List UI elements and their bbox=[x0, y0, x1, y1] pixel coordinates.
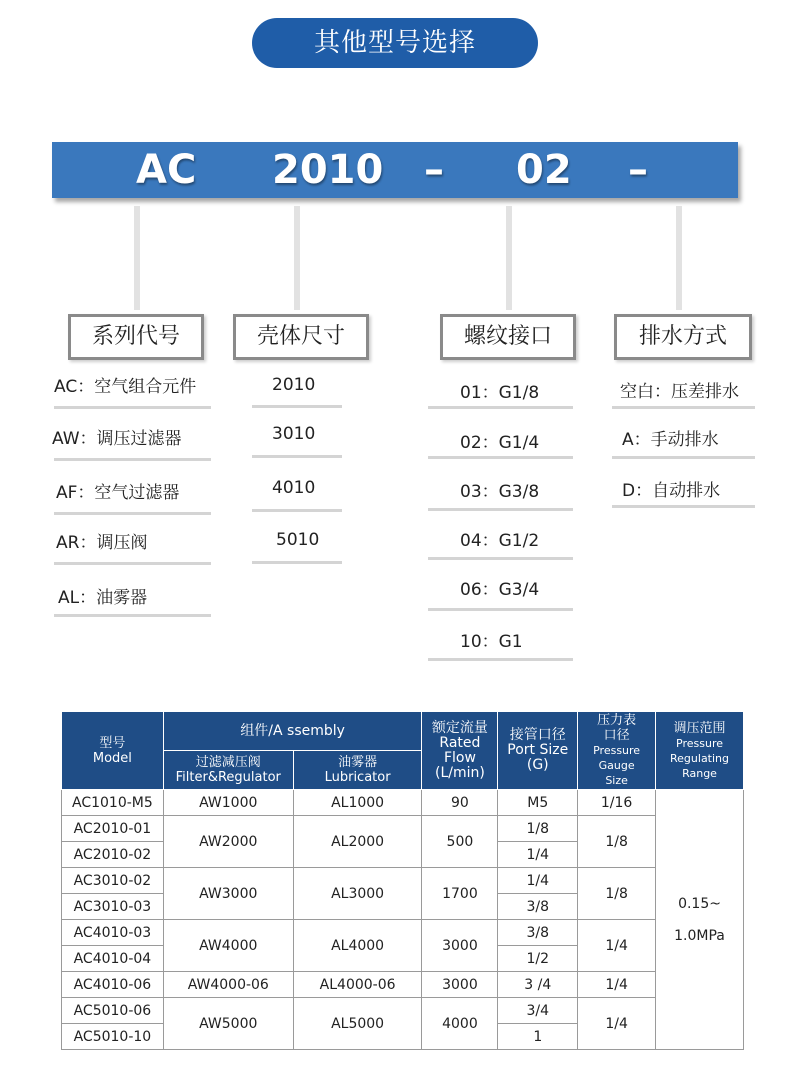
header-port-cn: 接管口径 bbox=[509, 727, 566, 743]
divider bbox=[54, 512, 211, 515]
gauge-cell: 1/4 bbox=[578, 998, 656, 1050]
divider bbox=[612, 456, 755, 459]
header-model bbox=[62, 712, 164, 790]
header-range-en1: Pressure bbox=[676, 736, 724, 750]
code-dash-2: – bbox=[628, 147, 648, 193]
header-model-en: Model bbox=[92, 750, 132, 766]
series-option: AW：调压过滤器 bbox=[52, 429, 182, 449]
header-range-en2: Regulating bbox=[670, 751, 730, 765]
port-cell: 1/4 bbox=[498, 868, 578, 894]
drain-type-heading: 排水方式 bbox=[614, 314, 752, 360]
header-lub-en: Lubricator bbox=[324, 770, 391, 785]
header-port-en1: Port Size bbox=[507, 742, 569, 758]
drain-option: D：自动排水 bbox=[622, 481, 721, 501]
divider bbox=[428, 557, 573, 560]
model-cell: AC1010-M5 bbox=[62, 790, 164, 816]
model-cell: AC5010-06 bbox=[62, 998, 164, 1024]
connector-line bbox=[676, 206, 682, 310]
divider bbox=[54, 562, 211, 565]
port-cell: 3/8 bbox=[498, 920, 578, 946]
header-assembly: 组件/A ssembly bbox=[163, 712, 422, 751]
header-filter-cn: 过滤减压阀 bbox=[195, 755, 261, 770]
code-thread: 02 bbox=[516, 147, 572, 193]
gauge-cell: 1/8 bbox=[578, 816, 656, 868]
header-gauge-en2: Gauge bbox=[598, 759, 635, 772]
divider bbox=[428, 608, 573, 611]
header-filter bbox=[163, 751, 293, 790]
header-flow-en1: Rated bbox=[439, 734, 481, 751]
code-dash-1: – bbox=[424, 147, 444, 193]
range-line-2: 1.0MPa bbox=[674, 927, 725, 944]
divider bbox=[252, 455, 342, 458]
port-cell: 3 /4 bbox=[498, 972, 578, 998]
header-range-cn: 调压范围 bbox=[673, 720, 726, 736]
size-option: 2010 bbox=[272, 375, 316, 395]
divider bbox=[54, 406, 211, 409]
flow-cell: 90 bbox=[422, 790, 498, 816]
range-line-1: 0.15~ bbox=[678, 895, 721, 912]
model-cell: AC4010-04 bbox=[62, 946, 164, 972]
size-option: 5010 bbox=[276, 530, 320, 550]
thread-option: 02：G1/4 bbox=[460, 433, 540, 453]
header-port bbox=[498, 712, 578, 790]
port-cell: 1/8 bbox=[498, 816, 578, 842]
flow-cell: 4000 bbox=[422, 998, 498, 1050]
model-cell: AC2010-01 bbox=[62, 816, 164, 842]
header-filter-en: Filter&Regulator bbox=[175, 770, 281, 785]
flow-cell: 1700 bbox=[422, 868, 498, 920]
filter-cell: AW4000 bbox=[163, 920, 293, 972]
port-cell: 3/8 bbox=[498, 894, 578, 920]
header-gauge bbox=[578, 712, 656, 790]
lubricator-cell: AL1000 bbox=[293, 790, 422, 816]
header-lub-cn: 油雾器 bbox=[338, 755, 378, 770]
thread-option: 10：G1 bbox=[460, 632, 523, 652]
gauge-cell: 1/16 bbox=[578, 790, 656, 816]
header-range bbox=[656, 712, 744, 790]
port-cell: 3/4 bbox=[498, 998, 578, 1024]
divider bbox=[428, 658, 573, 661]
port-cell: 1 bbox=[498, 1024, 578, 1050]
flow-cell: 500 bbox=[422, 816, 498, 868]
model-cell: AC2010-02 bbox=[62, 842, 164, 868]
port-cell: M5 bbox=[498, 790, 578, 816]
size-option: 3010 bbox=[272, 424, 316, 444]
thread-option: 01：G1/8 bbox=[460, 383, 540, 403]
series-option: AC：空气组合元件 bbox=[54, 377, 197, 397]
divider bbox=[428, 406, 573, 409]
header-port-en2: (G) bbox=[526, 757, 549, 773]
model-cell: AC4010-03 bbox=[62, 920, 164, 946]
model-cell: AC4010-06 bbox=[62, 972, 164, 998]
drain-option: A：手动排水 bbox=[622, 430, 719, 450]
thread-option: 03：G3/8 bbox=[460, 482, 540, 502]
header-lubricator bbox=[293, 751, 422, 790]
divider bbox=[54, 458, 211, 461]
divider bbox=[428, 508, 573, 511]
thread-port-heading: 螺纹接口 bbox=[440, 314, 576, 360]
filter-cell: AW2000 bbox=[163, 816, 293, 868]
header-model-cn: 型号 bbox=[99, 735, 126, 751]
lubricator-cell: AL2000 bbox=[293, 816, 422, 868]
divider bbox=[428, 456, 573, 459]
size-option: 4010 bbox=[272, 478, 316, 498]
port-cell: 1/4 bbox=[498, 842, 578, 868]
model-cell: AC3010-02 bbox=[62, 868, 164, 894]
divider bbox=[252, 405, 342, 408]
flow-cell: 3000 bbox=[422, 920, 498, 972]
connector-line bbox=[134, 206, 140, 310]
divider bbox=[612, 406, 755, 409]
flow-cell: 3000 bbox=[422, 972, 498, 998]
header-gauge-cn1: 压力表 bbox=[597, 713, 637, 728]
code-size: 2010 bbox=[272, 147, 384, 193]
header-flow bbox=[422, 712, 498, 790]
port-cell: 1/2 bbox=[498, 946, 578, 972]
gauge-cell: 1/4 bbox=[578, 972, 656, 998]
gauge-cell: 1/4 bbox=[578, 920, 656, 972]
divider bbox=[612, 505, 755, 508]
lubricator-cell: AL4000-06 bbox=[293, 972, 422, 998]
header-flow-en3: (L/min) bbox=[435, 764, 485, 781]
section-title-banner: 其他型号选择 bbox=[252, 18, 538, 68]
code-series: AC bbox=[136, 147, 197, 193]
model-cell: AC3010-03 bbox=[62, 894, 164, 920]
range-cell bbox=[656, 790, 744, 1050]
divider bbox=[252, 509, 342, 512]
connector-line bbox=[506, 206, 512, 310]
divider bbox=[54, 614, 211, 617]
model-cell: AC5010-10 bbox=[62, 1024, 164, 1050]
header-flow-cn: 额定流量 bbox=[431, 719, 488, 736]
body-size-heading: 壳体尺寸 bbox=[233, 314, 369, 360]
filter-cell: AW4000-06 bbox=[163, 972, 293, 998]
lubricator-cell: AL3000 bbox=[293, 868, 422, 920]
lubricator-cell: AL4000 bbox=[293, 920, 422, 972]
filter-cell: AW1000 bbox=[163, 790, 293, 816]
gauge-cell: 1/8 bbox=[578, 868, 656, 920]
header-flow-en2: Flow bbox=[443, 749, 476, 766]
filter-cell: AW3000 bbox=[163, 868, 293, 920]
filter-cell: AW5000 bbox=[163, 998, 293, 1050]
spec-table bbox=[61, 711, 744, 1050]
thread-option: 04：G1/2 bbox=[460, 531, 540, 551]
series-code-heading: 系列代号 bbox=[68, 314, 204, 360]
drain-option: 空白：压差排水 bbox=[620, 382, 739, 402]
header-gauge-cn2: 口径 bbox=[603, 728, 630, 743]
connector-line bbox=[294, 206, 300, 310]
header-range-en3: Range bbox=[682, 766, 717, 780]
series-option: AL：油雾器 bbox=[58, 588, 148, 608]
series-option: AF：空气过滤器 bbox=[56, 483, 180, 503]
lubricator-cell: AL5000 bbox=[293, 998, 422, 1050]
header-gauge-en1: Pressure bbox=[593, 744, 641, 757]
divider bbox=[252, 561, 342, 564]
thread-option: 06：G3/4 bbox=[460, 580, 540, 600]
header-gauge-en3: Size bbox=[605, 774, 628, 787]
series-option: AR：调压阀 bbox=[56, 533, 148, 553]
